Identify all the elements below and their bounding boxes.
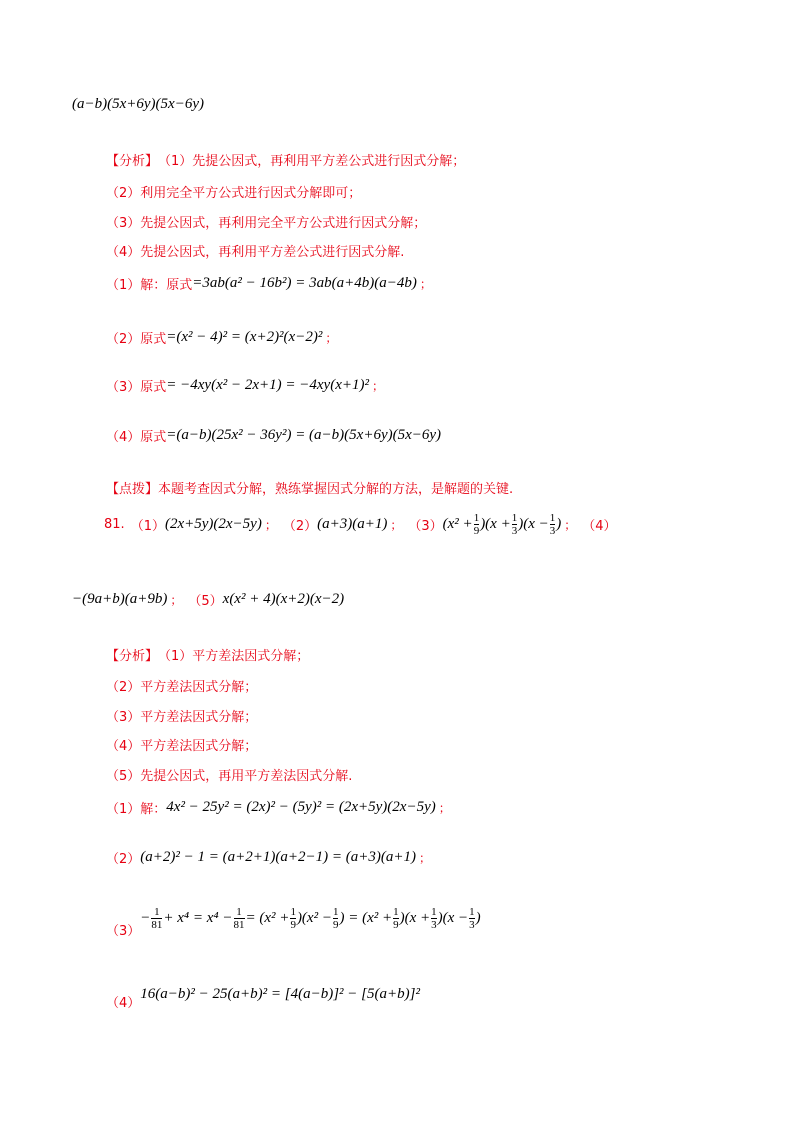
solution-math: − $\frac{1}{81}$ + x⁴ = x⁴ − $\frac{1}{81}$ = (x² + $\frac{1}{9}$ )(x² − $\frac{1}{9}$ ) = (x² + $\frac{1}{9}$ )(x + $\frac{1}{3}$ )(x − $\frac{1}{3}$ )	[140, 906, 481, 931]
semicolon: ；	[419, 277, 432, 291]
analysis-text-2: （2）平方差法因式分解；	[106, 680, 258, 695]
solution-label: （2）原式	[106, 332, 167, 347]
analysis-text-1: （1）平方差法因式分解；	[158, 649, 310, 664]
part-math: x(x² + 4)(x+2)(x−2)	[222, 591, 345, 607]
fraction: $\frac{1}{3}$	[549, 512, 556, 537]
solution-80-1	[106, 274, 432, 293]
analysis-text-4: （4）先提公因式，再利用平方差公式进行因式分解.	[106, 245, 405, 260]
solution-math: =(x² − 4)² = (x+2)²(x−2)²	[166, 329, 323, 345]
fraction: $\frac{1}{9}$	[332, 906, 339, 931]
part-label: （3）	[408, 519, 443, 534]
analysis-text-5: （5）先提公因式，再用平方差法因式分解.	[106, 769, 353, 784]
solution-label: （3）	[106, 924, 141, 939]
fraction: $\frac{1}{9}$	[393, 906, 399, 931]
solution-math: (a+2)² − 1 = (a+2+1)(a+2−1) = (a+3)(a+1)	[140, 849, 416, 865]
solution-math: 16(a−b)² − 25(a+b)² = [4(a−b)]² − [5(a+b)]²	[140, 986, 420, 1002]
tip-80	[106, 478, 513, 497]
solution-math: 4x² − 25y² = (2x)² − (5y)² = (2x+5y)(2x−5y)	[166, 799, 436, 815]
analysis-text-3: （3）先提公因式，再利用完全平方公式进行因式分解；	[106, 216, 427, 231]
fraction: $\frac{1}{3}$	[431, 906, 437, 931]
analysis-text-4: （4）平方差法因式分解；	[106, 739, 258, 754]
part-math: −(9a+b)(a+9b)	[72, 591, 168, 607]
part-math: (x² + $\frac{1}{9}$ )(x + $\frac{1}{3}$ )(x − $\frac{1}{3}$ )	[442, 512, 562, 537]
math-expression: (a−b)(5x+6y)(5x−6y)	[72, 96, 204, 112]
part-label: （2）	[282, 519, 318, 534]
fraction: $\frac{1}{81}$	[151, 906, 163, 931]
solution-81-3	[106, 898, 481, 939]
tip-text: 【点拨】本题考查因式分解，熟练掌握因式分解的方法，是解题的关键.	[106, 482, 514, 497]
answer-81-cont	[72, 590, 344, 609]
solution-label: （2）	[106, 852, 141, 867]
part-math: (a+3)(a+1)	[317, 516, 388, 532]
solution-81-1	[106, 798, 451, 817]
solution-math: =(a−b)(25x² − 36y²) = (a−b)(5x+6y)(5x−6y)	[166, 427, 442, 443]
part-label: （1）	[130, 519, 165, 534]
solution-label: （4）原式	[106, 430, 167, 445]
solution-80-4	[106, 426, 441, 445]
fraction: $\frac{1}{3}$	[469, 906, 475, 931]
fraction: $\frac{1}{9}$	[290, 906, 296, 931]
analysis-text-2: （2）利用完全平方公式进行因式分解即可；	[106, 186, 362, 201]
part-label: （5）	[188, 594, 223, 609]
solution-label: （3）原式	[106, 380, 167, 395]
analysis-tag: 【分析】	[106, 154, 159, 169]
part-label: （4）	[582, 519, 617, 534]
fraction: $\frac{1}{81}$	[233, 906, 245, 931]
solution-label: （1）解：原式	[106, 278, 193, 293]
question-number: 81.	[104, 517, 125, 532]
solution-81-4	[106, 978, 420, 1011]
analysis-text-1: （1）先提公因式，再利用平方差公式进行因式分解；	[158, 154, 466, 169]
solution-math: = −4xy(x² − 2x+1) = −4xy(x+1)²	[166, 377, 369, 393]
fraction: $\frac{1}{9}$	[473, 512, 480, 537]
solution-81-2	[106, 848, 431, 867]
solution-80-2	[106, 328, 337, 347]
solution-label: （1）解：	[106, 802, 167, 817]
analysis-text-3: （3）平方差法因式分解；	[106, 710, 258, 725]
semicolon: ；	[418, 851, 431, 865]
analysis-81	[106, 645, 309, 664]
semicolon: ；	[325, 331, 338, 345]
semicolon: ；	[390, 518, 403, 532]
analysis-tag: 【分析】	[106, 649, 159, 664]
solution-label: （4）	[106, 996, 141, 1011]
analysis-80	[106, 150, 465, 169]
top-math-line	[72, 96, 204, 113]
semicolon: ；	[371, 379, 384, 393]
semicolon: ；	[264, 518, 277, 532]
part-math: (2x+5y)(2x−5y)	[164, 516, 262, 532]
semicolon: ；	[438, 801, 451, 815]
semicolon: ；	[564, 518, 577, 532]
fraction: $\frac{1}{3}$	[511, 512, 518, 537]
solution-math: =3ab(a² − 16b²) = 3ab(a+4b)(a−4b)	[192, 275, 417, 291]
solution-80-3	[106, 376, 384, 395]
semicolon: ；	[170, 593, 183, 607]
answer-81	[104, 512, 617, 537]
